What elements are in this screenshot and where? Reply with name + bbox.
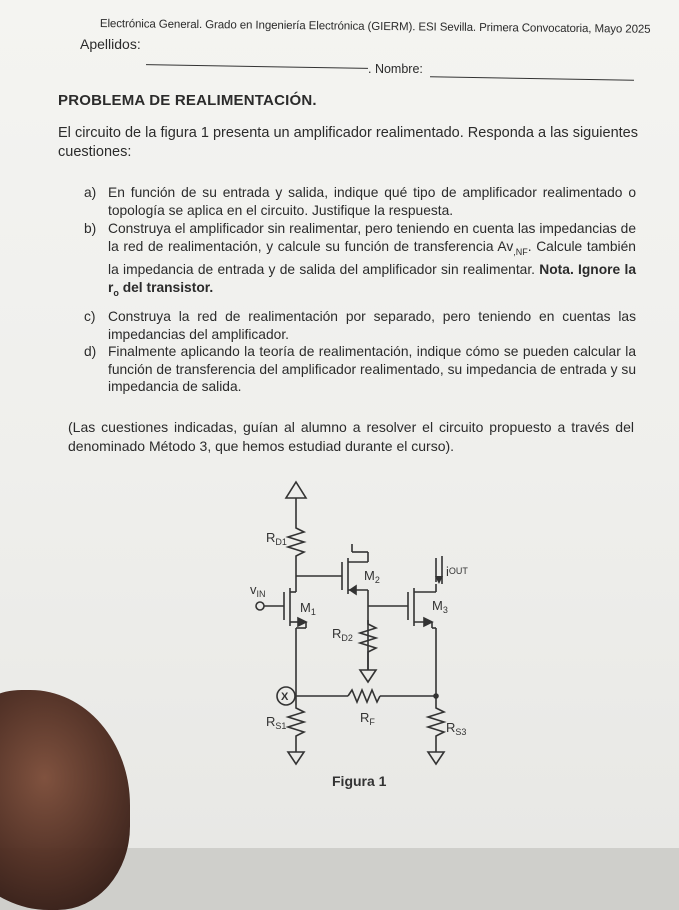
- question-letter: a): [84, 185, 97, 200]
- question-text: En función de su entrada y salida, indique qué tipo de amplificador realimentado o topología se aplica en el circuito. Justifique la respuesta.: [108, 185, 636, 218]
- question-letter: c): [84, 309, 96, 324]
- surname-underline: [146, 64, 368, 69]
- vin-label: $v_{IN}$: [250, 582, 266, 599]
- node-x-label: X: [281, 691, 289, 703]
- rs1-label: $R_{S1}$: [266, 714, 287, 731]
- rd1-resistor: [288, 522, 304, 576]
- av-subscript: ,NF: [513, 246, 528, 257]
- question-d: [84, 343, 636, 396]
- closing-note: (Las cuestiones indicadas, guían al alumno a resolver el circuito propuesto a través del denominado Método 3, que hemos estudiad durante el curso).: [68, 419, 634, 454]
- question-text: [108, 220, 636, 302]
- ground-icon: [288, 752, 304, 764]
- rd2-label: $R_{D2}$: [332, 626, 353, 643]
- question-letter: d): [84, 344, 97, 359]
- question-c: [84, 308, 636, 343]
- vdd-supply-icon: [286, 482, 306, 522]
- rd1-label: $R_{D1}$: [266, 530, 287, 547]
- rf-label: $R_F$: [360, 710, 375, 727]
- question-b: [84, 220, 636, 302]
- m1-transistor: [264, 576, 306, 690]
- question-b-note-end: del transistor.: [118, 279, 214, 295]
- question-text: Construya la red de realimentación por separado, pero teniendo en cuentas las impedancias del amplificador.: [108, 309, 636, 342]
- name-label: . Nombre:: [368, 62, 423, 76]
- m3-transistor: [368, 584, 436, 696]
- ground-icon: [360, 670, 376, 682]
- m3-label: $M_3$: [432, 598, 448, 615]
- rs3-label: $R_{S3}$: [446, 720, 467, 737]
- question-a: [84, 184, 636, 219]
- question-text: Finalmente aplicando la teoría de realimentación, indique cómo se pueden calcular la función de transferencia del amplificador realimentado, su impedancia de entrada y su impedancia de salida.: [108, 344, 636, 395]
- ground-icon: [428, 752, 444, 764]
- m2-label: $M_2$: [364, 568, 380, 585]
- figure-caption: Figura 1: [332, 773, 387, 789]
- rs3-resistor: [428, 696, 444, 752]
- question-b-note: Nota. Ignore la r: [108, 261, 636, 295]
- iout-label: iOUT: [446, 564, 468, 579]
- question-b-text-1: Construya el amplificador sin realimentar, pero teniendo en cuenta las impedancias de la red de realimentación, y calcule su función de transferencia Av: [108, 221, 636, 254]
- intro-paragraph: El circuito de la figura 1 presenta un amplificador realimentado. Responda a las siguientes cuestiones:: [58, 125, 638, 160]
- problem-title: PROBLEMA DE REALIMENTACIÓN.: [58, 92, 317, 109]
- rf-resistor: [348, 690, 380, 702]
- course-header: Electrónica General. Grado en Ingeniería Electrónica (GIERM). ESI Sevilla. Primera Convocatoria, Mayo 2025: [99, 18, 651, 36]
- question-letter: b): [84, 221, 97, 236]
- question-b-text-2: . Calcule también la impedancia de entrada y de salida del amplificador sin realimentar.: [108, 238, 636, 277]
- vin-input-terminal[interactable]: [256, 602, 264, 610]
- surname-label: Apellidos:: [80, 36, 141, 52]
- ro-subscript: o: [113, 287, 119, 298]
- m1-label: $M_1$: [300, 600, 316, 617]
- finger-shadow: [0, 690, 130, 910]
- name-underline: [430, 76, 634, 81]
- iout-arrow-icon: [435, 556, 443, 584]
- circuit-figure: [240, 470, 520, 800]
